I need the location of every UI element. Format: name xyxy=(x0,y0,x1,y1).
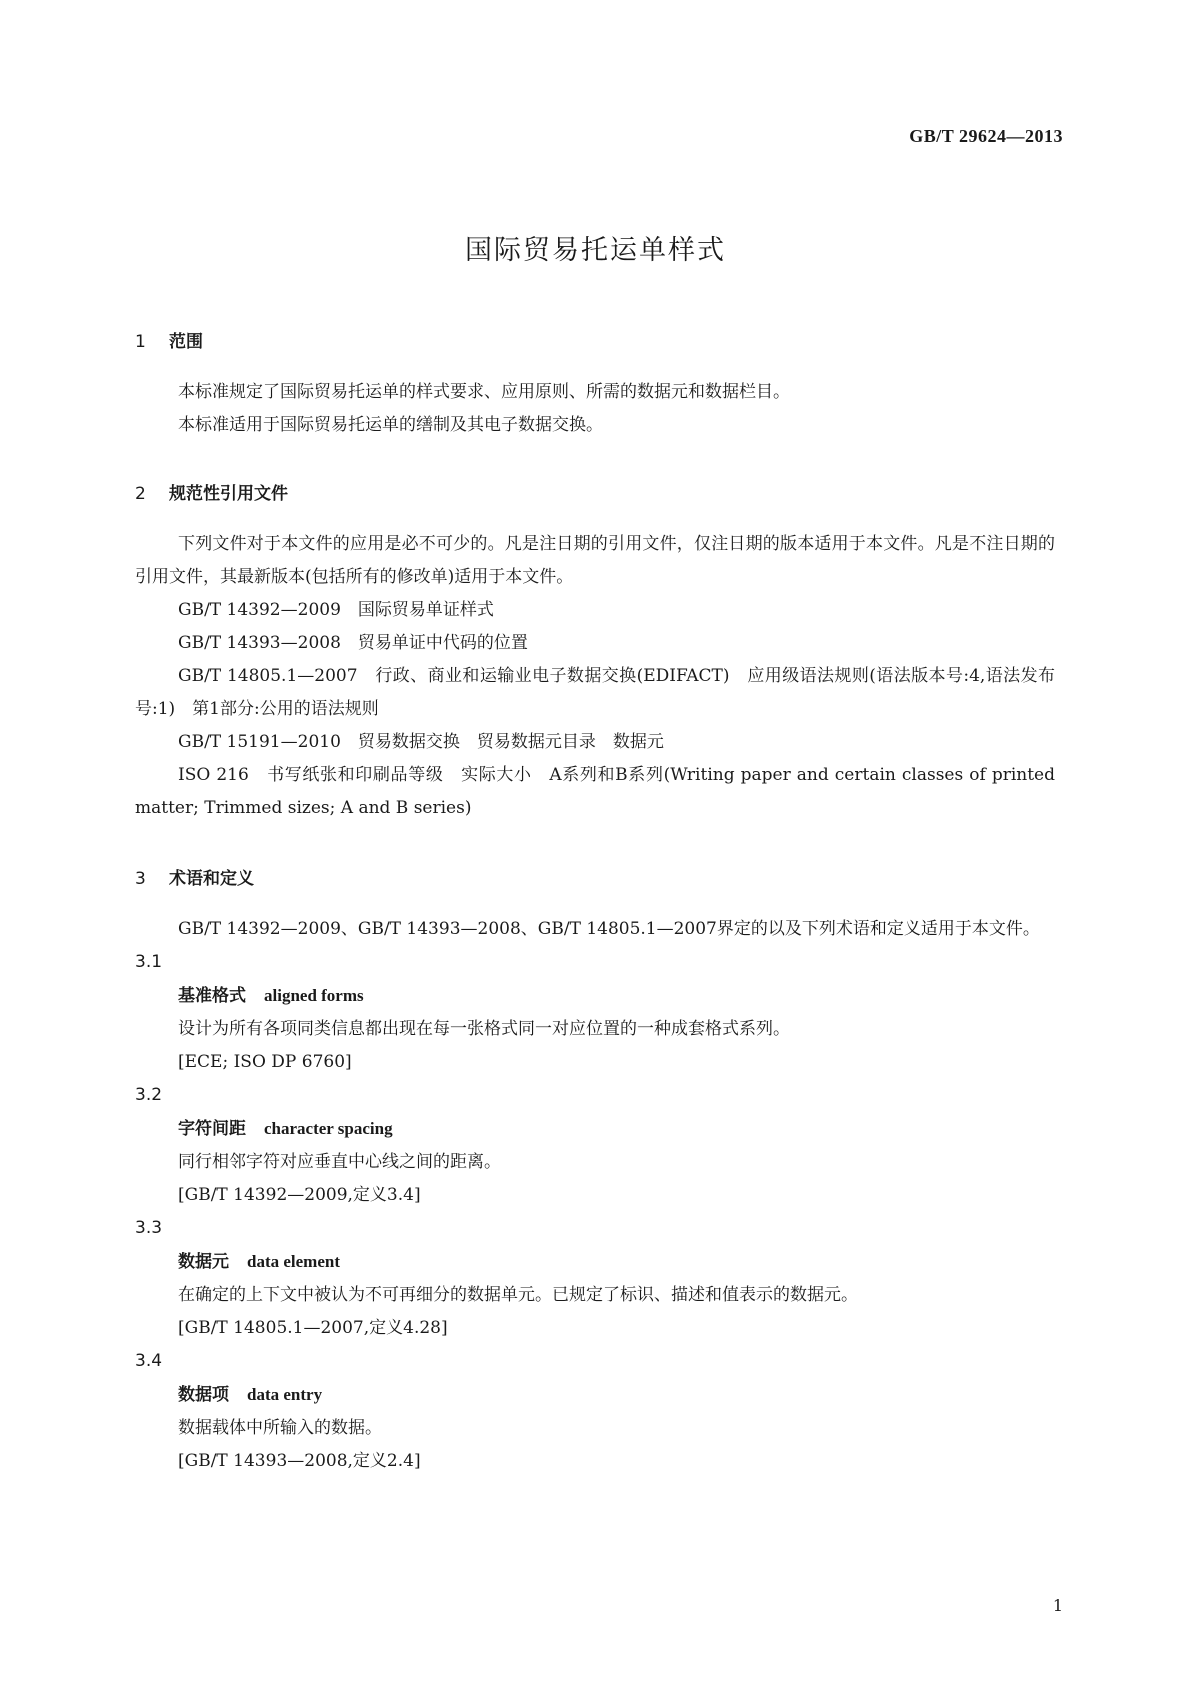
reference-item: GB/T 15191—2010 贸易数据交换 贸易数据元目录 数据元 xyxy=(178,732,664,752)
reference-item: GB/T 14805.1—2007 行政、商业和运输业电子数据交换(EDIFACT) 应用级语法规则(语法版本号:4,语法发布号:1) 第1部分:公用的语法规则 xyxy=(135,666,1055,719)
term-heading xyxy=(135,1245,1055,1279)
term-definition: 同行相邻字符对应垂直中心线之间的距离。 xyxy=(178,1152,501,1172)
section-number: 2 xyxy=(135,484,146,504)
standard-code: GB/T 29624—2013 xyxy=(909,126,1063,146)
term-source: [GB/T 14805.1—2007,定义4.28] xyxy=(178,1318,448,1338)
term-source: [ECE; ISO DP 6760] xyxy=(178,1052,352,1072)
page-number: 1 xyxy=(1052,1596,1063,1615)
document-title: 国际贸易托运单样式 xyxy=(465,235,726,266)
section-number: 3 xyxy=(135,869,146,889)
term-source: [GB/T 14392—2009,定义3.4] xyxy=(178,1185,421,1205)
reference-item: GB/T 14392—2009 国际贸易单证样式 xyxy=(178,600,494,620)
term-source: [GB/T 14393—2008,定义2.4] xyxy=(178,1451,421,1471)
term-number: 3.3 xyxy=(135,1218,163,1238)
paragraph: 本标准规定了国际贸易托运单的样式要求、应用原则、所需的数据元和数据栏目。 xyxy=(178,382,790,402)
term-definition: 数据载体中所输入的数据。 xyxy=(178,1418,382,1438)
section-title: 术语和定义 xyxy=(169,869,254,889)
section-title: 范围 xyxy=(169,332,203,352)
term-heading xyxy=(135,979,1055,1013)
term-zh: 数据元 xyxy=(178,1252,229,1272)
term-zh: 字符间距 xyxy=(178,1119,246,1139)
section-1-heading xyxy=(135,330,1055,354)
term-definition: 在确定的上下文中被认为不可再细分的数据单元。已规定了标识、描述和值表示的数据元。 xyxy=(178,1285,858,1305)
paragraph: GB/T 14392—2009、GB/T 14393—2008、GB/T 14805.1—2007界定的以及下列术语和定义适用于本文件。 xyxy=(178,919,1040,939)
section-title: 规范性引用文件 xyxy=(169,484,288,504)
term-number: 3.1 xyxy=(135,952,163,972)
document-body xyxy=(135,330,1055,1478)
section-number: 1 xyxy=(135,332,146,352)
term-zh: 基准格式 xyxy=(178,986,246,1006)
term-en: character spacing xyxy=(264,1119,393,1138)
term-en: aligned forms xyxy=(264,986,364,1005)
term-heading xyxy=(135,1112,1055,1146)
term-heading xyxy=(135,1378,1055,1412)
term-number: 3.2 xyxy=(135,1085,163,1105)
term-definition: 设计为所有各项同类信息都出现在每一张格式同一对应位置的一种成套格式系列。 xyxy=(178,1019,790,1039)
reference-item: GB/T 14393—2008 贸易单证中代码的位置 xyxy=(178,633,528,653)
section-2-heading xyxy=(135,482,1055,506)
reference-item: ISO 216 书写纸张和印刷品等级 实际大小 A系列和B系列(Writing paper and certain classes of printed matter; Trimmed sizes; A and B series) xyxy=(135,765,1055,818)
term-en: data entry xyxy=(247,1385,323,1404)
paragraph: 下列文件对于本文件的应用是必不可少的。凡是注日期的引用文件，仅注日期的版本适用于本文件。凡是不注日期的引用文件，其最新版本(包括所有的修改单)适用于本文件。 xyxy=(135,534,1055,587)
term-en: data element xyxy=(247,1252,341,1271)
paragraph: 本标准适用于国际贸易托运单的缮制及其电子数据交换。 xyxy=(178,415,603,435)
term-zh: 数据项 xyxy=(178,1385,229,1405)
term-number: 3.4 xyxy=(135,1351,163,1371)
section-3-heading xyxy=(135,867,1055,891)
